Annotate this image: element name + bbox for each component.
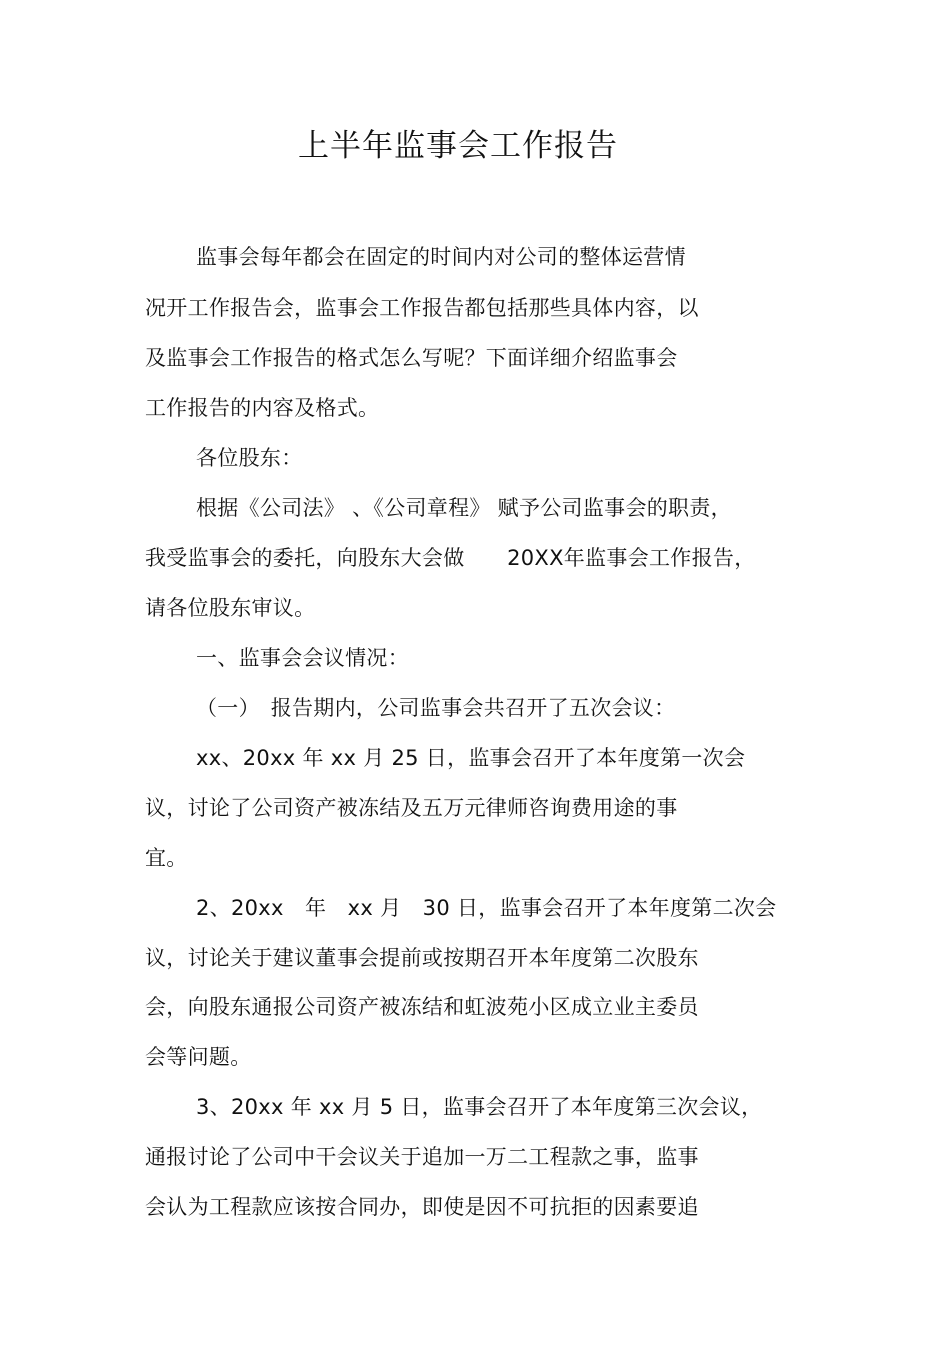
text-line-7: 我受监事会的委托，向股东大会做 20XX年监事会工作报告，	[145, 546, 756, 570]
text-line-8: 请各位股东审议。	[145, 596, 316, 620]
subsection-heading-1: （一） 报告期内，公司监事会共召开了五次会议：	[196, 696, 676, 720]
text-line-16: 会，向股东通报公司资产被冻结和虹波苑小区成立业主委员	[145, 995, 699, 1019]
text-line-6: 根据《公司法》 、《公司章程》 赋予公司监事会的职责，	[196, 496, 732, 520]
text-line-15: 议，讨论关于建议董事会提前或按期召开本年度第二次股东	[145, 946, 699, 970]
text-line-13: 宜。	[145, 846, 188, 870]
text-line-14: 2、20xx 年 xx 月 30 日，监事会召开了本年度第二次会	[196, 896, 777, 920]
text-line-2: 况开工作报告会，监事会工作报告都包括那些具体内容，以	[145, 296, 699, 320]
text-line-20: 会认为工程款应该按合同办，即使是因不可抗拒的因素要追	[145, 1195, 699, 1219]
text-line-18: 3、20xx 年 xx 月 5 日，监事会召开了本年度第三次会议，	[196, 1095, 763, 1119]
text-line-17: 会等问题。	[145, 1045, 252, 1069]
text-line-4: 工作报告的内容及格式。	[145, 396, 380, 420]
document-title: 上半年监事会工作报告	[298, 128, 618, 164]
text-line-12: 议，讨论了公司资产被冻结及五万元律师咨询费用途的事	[145, 796, 678, 820]
text-line-11: xx、20xx 年 xx 月 25 日，监事会召开了本年度第一次会	[196, 746, 746, 770]
text-line-19: 通报讨论了公司中干会议关于追加一万二工程款之事，监事	[145, 1145, 699, 1169]
section-heading-1: 一、监事会会议情况：	[196, 646, 409, 670]
text-line-3: 及监事会工作报告的格式怎么写呢？下面详细介绍监事会	[145, 346, 678, 370]
text-line-1: 监事会每年都会在固定的时间内对公司的整体运营情	[196, 245, 686, 269]
salutation: 各位股东：	[196, 446, 303, 470]
